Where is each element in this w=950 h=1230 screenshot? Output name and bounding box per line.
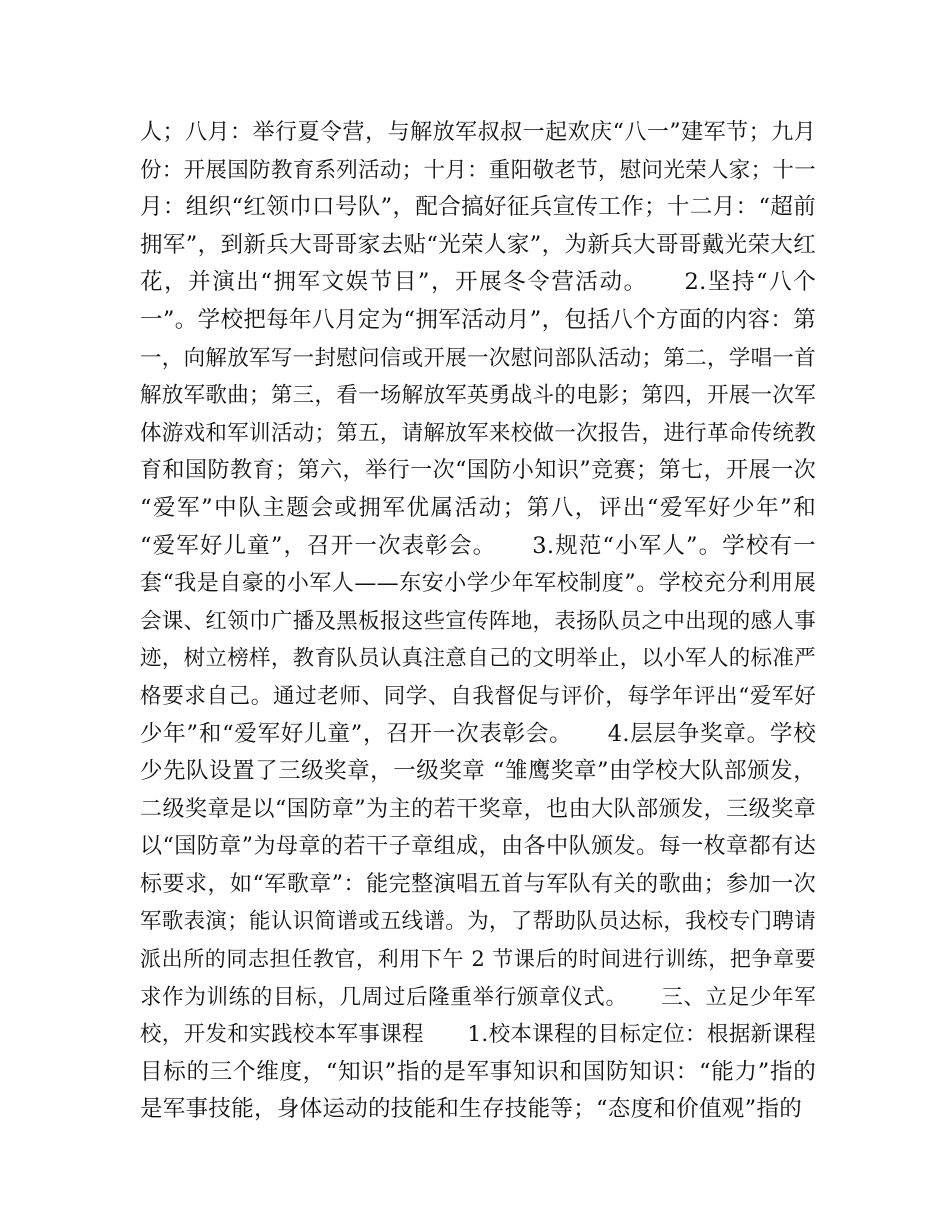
text-line: 月：组织“红领巾口号队”，配合搞好征兵宣传工作；十二月：“超前 <box>140 194 816 221</box>
text-line: 求作为训练的目标，几周过后隆重举行颁章仪式。 三、立足少年军 <box>140 984 816 1010</box>
text-line: 格要求自己。通过老师、同学、自我督促与评价，每学年评出“爱军好 <box>140 683 816 709</box>
text-line: 少先队设置了三级奖章，一级奖章 “雏鹰奖章”由学校大队部颁发， <box>140 758 816 785</box>
text-line: 以“国防章”为母章的若干子章组成，由各中队颁发。每一枚章都有达 <box>140 834 816 860</box>
text-line: 军歌表演；能认识简谱或五线谱。为，了帮助队员达标，我校专门聘请 <box>140 909 816 935</box>
text-line: 目标的三个维度，“知识”指的是军事知识和国防知识：“能力”指的 <box>140 1058 816 1085</box>
text-line: 份：开展国防教育系列活动；十月：重阳敬老节，慰问光荣人家；十一 <box>140 157 816 183</box>
text-line: 拥军”，到新兵大哥哥家去贴“光荣人家”，为新兵大哥哥戴光荣大红 <box>140 231 816 258</box>
text-line: 校，开发和实践校本军事课程 1.校本课程的目标定位：根据新课程 <box>140 1022 816 1048</box>
text-line: 一，向解放军写一封慰问信或开展一次慰问部队活动；第二，学唱一首 <box>140 345 816 371</box>
text-line: 套“我是自豪的小军人——东安小学少年军校制度”。学校充分利用展 <box>140 571 816 597</box>
text-line: 一”。学校把每年八月定为“拥军活动月”，包括八个方面的内容：第 <box>140 306 816 333</box>
text-line: “爱军好儿童”，召开一次表彰会。 3.规范“小军人”。学校有一 <box>140 532 816 559</box>
text-line: 体游戏和军训活动；第五，请解放军来校做一次报告，进行革命传统教 <box>140 420 816 446</box>
text-line: 二级奖章是以“国防章”为主的若干奖章，也由大队部颁发，三级奖章 <box>140 796 816 822</box>
text-line: 少年”和“爱军好儿童”，召开一次表彰会。 4.层层争奖章。学校 <box>140 720 816 747</box>
text-line: 迹，树立榜样，教育队员认真注意自己的文明举止，以小军人的标准严 <box>140 646 816 672</box>
text-line: 是军事技能，身体运动的技能和生存技能等；“态度和价值观”指的 <box>140 1096 803 1123</box>
text-line: 会课、红领巾广播及黑板报这些宣传阵地，表扬队员之中出现的感人事 <box>140 608 816 634</box>
text-line: 解放军歌曲；第三，看一场解放军英勇战斗的电影；第四，开展一次军 <box>140 383 816 409</box>
text-line: “爱军”中队主题会或拥军优属活动；第八，评出“爱军好少年”和 <box>140 494 816 521</box>
text-line: 花，并演出“拥军文娱节目”，开展冬令营活动。 2.坚持“八个 <box>140 269 816 296</box>
text-line: 人；八月：举行夏令营，与解放军叔叔一起欢庆“八一”建军节；九月 <box>140 120 816 145</box>
body-text <box>140 114 816 1129</box>
text-line: 标要求，如“军歌章”：能完整演唱五首与军队有关的歌曲；参加一次 <box>140 871 816 897</box>
text-line: 育和国防教育；第六，举行一次“国防小知识”竞赛；第七，开展一次 <box>140 458 816 484</box>
text-line: 派出所的同志担任教官，利用下午 2 节课后的时间进行训练，把争章要 <box>140 947 816 972</box>
